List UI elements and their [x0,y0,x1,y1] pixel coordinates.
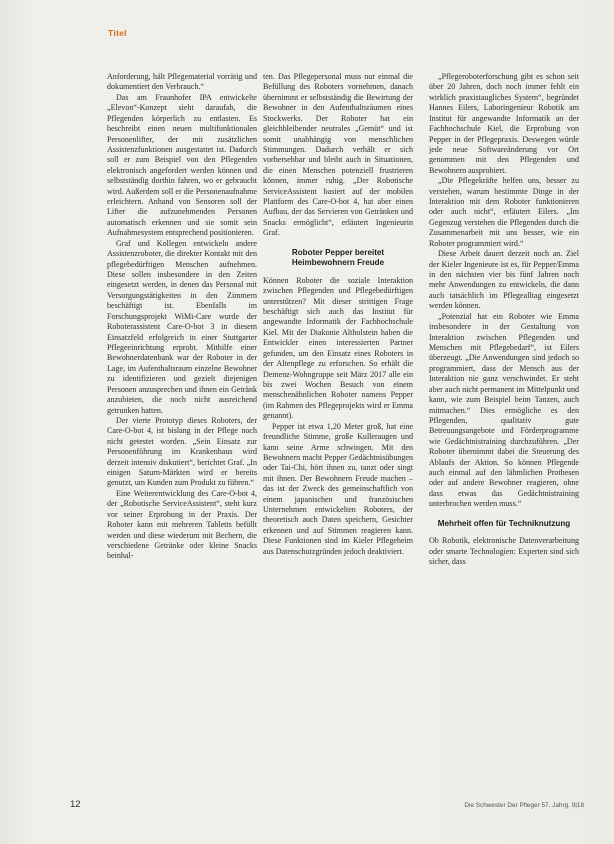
paragraph: Ob Robotik, elektronische Datenverarbeitung oder smarte Technologien: Experten sind sich sicher, dass [429,536,579,567]
paragraph: Pepper ist etwa 1,20 Meter groß, hat eine freundliche Stimme, große Kulleraugen und kann seine Arme schwingen. Mit den Bewohnern macht Pepper Gedächtnisübungen oder Tai-Chi, hört ihnen zu, tanzt oder singt mit ihnen. Der Bewohnern Freude machen – das ist der Zweck des gemeinschaftlich von einem japanischen und französischen Unternehmen entwickelten Roboters, der theoretisch auch Daten speichern, Gesichter erkennen und auf Stimmen reagieren kann. Diese Funktionen sind im Kieler Pflegeheim aus Datenschutzgründen jedoch deaktiviert. [263,421,413,556]
subheading: Roboter Pepper bereitet Heimbewohnern Freude [291,247,385,268]
paragraph: Diese Arbeit dauert derzeit noch an. Ziel der Kieler Ingenieure ist es, für Pepper/Emma in den nächsten vier bis fünf Jahren noch mehr Anwendungen zu entwickeln, die dann auch tatsächlich im Pflegealltag eingesetzt werden können. [429,249,579,311]
paragraph: „Pflegeroboterforschung gibt es schon seit über 20 Jahren, doch noch immer fehlt ein wirklich praxistaugliches System“, begründet Hannes Eilers, Laboringenieur Robotik am Institut für angewandte Informatik an der Fachhochschule Kiel, die Erprobung von Pepper in der Pflegepraxis. Deswegen würde jede neue Softwareänderung vor Ort genommen mit den Pflegenden und Bewohnern ausprobiert. [429,72,579,175]
page-number: 12 [70,799,81,810]
text-column-1 [107,72,257,794]
paragraph: ten. Das Pflegepersonal muss nur einmal die Befüllung des Roboters vornehmen, danach übernimmt er selbstständig die Bewirtung der Bewohner in den Aufenthaltsräumen eines Stockwerks. Der Roboter hat ein gleichbleibender neutrales „Gemüt“ und ist somit unabhängig von menschlichen Stimmungen. Dadurch verhält er sich vorhersehbar und bleibt auch in Situationen, die einen Menschen potenziell frustrieren können, immer ruhig. „Der Robotische ServiceAssistent basiert auf der mobilen Plattform des Care-O-bot 4, hat aber einen Aufbau, der das Servieren von Getränken und Snacks ermöglicht“, erläutert Ingenieurin Graf. [263,72,413,238]
paragraph: Eine Weiterentwicklung des Care-O-bot 4, der „Robotische ServiceAssistent“, steht kurz vor seiner Erprobung in der Praxis. Der Roboter kann mit mehreren Tabletts befüllt werden und diese wiederum mit Bechern, die verschiedene Getränke oder kleine Snacks beinhal- [107,488,257,561]
text-column-3 [429,72,579,794]
section-label: Titel [108,28,127,38]
paragraph: „Die Pflegekräfte helfen uns, besser zu verstehen, warum bestimmte Dinge in der Interaktion mit dem Roboter funktionieren oder auch nicht“, erläutert Eilers. „Im Gegenzug verstehen die Pflegenden durch die Zusammenarbeit mit uns besser, wie ein Roboter programmiert wird.“ [429,176,579,248]
paragraph: „Potenzial hat ein Roboter wie Emma insbesondere in der Gestaltung von Interaktion zwischen Pflegenden und Menschen mit Pflegebedarf“, ist Eilers überzeugt. „Die Anwendungen sind jedoch so programmiert, dass der Mensch aus der Interaktion nie ganz verschwindet. Er steht aber auch nicht permanent im Mittelpunkt und kann, wie zum Beispiel beim Tanzen, auch mitmachen.“ Dies ermögliche es den Pflegenden, qualitativ gute Betreuungsangebote und Förderprogramme wie Gedächtnistraining durchzuführen. „Der Roboter übernimmt dabei die Steuerung des Ablaufs der Aktion. So können Pflegende auch einmal auf den lähmlichen Prothesen oder auf andere Bewohner reagieren, ohne dass etwas das Gedächtnistraining unterbrochen werden muss.“ [429,311,579,509]
publication-footer: Die Schwester Der Pfleger 57. Jahrg. 9|18 [464,802,584,809]
paragraph: Das am Fraunhofer IPA entwickelte „Elevon“-Konzept sieht daraufab, die Pflegenden körperlich zu entlasten. Es beschreibt einen neuen multifunktionalen Personenlifter, der mit zusätzlichen Assistenzfunktionen ausgestattet ist. Dadurch soll er zum Beispiel von den Pflegenden elektronisch angefordert werden können und selbstständig dorthin fahren, wo er gebraucht wird. Außerdem soll er die Personenaufnahme erleichtern. Anhand von Sensoren soll der Lifter die aufzunehmenden Personen automatisch erkennen und sie somit sein Aufnahmesystem entsprechend positionieren. [107,92,257,238]
paragraph: Graf und Kollegen entwickeln andere Assistenzroboter, die direkter Kontakt mit den pflegebedürftigen Menschen aufnehmen. Diese sollen insbesondere in den Zeiten eingesetzt werden, in denen das Personal mit Versorgungstätigkeiten in den Zimmern beschäftigt ist. Ebenfalls im Forschungsprojekt WiMi-Care wurde der Roboterassistent Care-O-bot 3 in diesem Einsatzfeld erfolgreich in einer Stuttgarter Pflegeeinrichtung erprobt. Mithilfe einer Bewohnerdatenbank war der Roboter in der Lage, im Aufenthaltsraum einzelne Bewohner zu identifizieren und gezielt diejenigen Personen anzusprechen und ihnen ein Getränk anzubieten, die noch nicht ausreichend getrunken hatten. [107,238,257,415]
paragraph: Können Roboter die soziale Interaktion zwischen Pflegenden und Pflegebedürftigen unterstützen? Mit dieser strittigen Frage beschäftigt sich auch das Institut für angewandte Informatik der Fachhochschule Kiel. Mit der Diakonie Altholstein haben die Entwickler einen interessierten Partner gefunden, um den Einsatz eines Roboters in der Altenpflege zu erforschen. So erhält die Demenz-Wohngruppe seit März 2017 alle ein bis zwei Wochen Besuch von einem menschenähnlichen Roboter namens Pepper (im Rahmen des Pflegeprojekts wird er Emma genannt). [263,275,413,421]
paragraph: Anforderung, hält Pflegematerial vorrätig und dokumentiert den Verbrauch.“ [107,72,257,92]
paragraph: Der vierte Prototyp dieses Roboters, der Care-O-bot 4, ist bislang in der Pflege noch nicht getestet worden. „Sein Einsatz zur Personenführung im Krankenhaus wird derzeit intensiv diskutiert“, berichtet Graf. „In einigen Saturn-Märkten wird er bereits genutzt, um Kunden zum Produkt zu führen.“ [107,415,257,488]
text-column-2 [263,72,413,794]
subheading: Mehrheit offen für Techniknutzung [437,518,571,528]
